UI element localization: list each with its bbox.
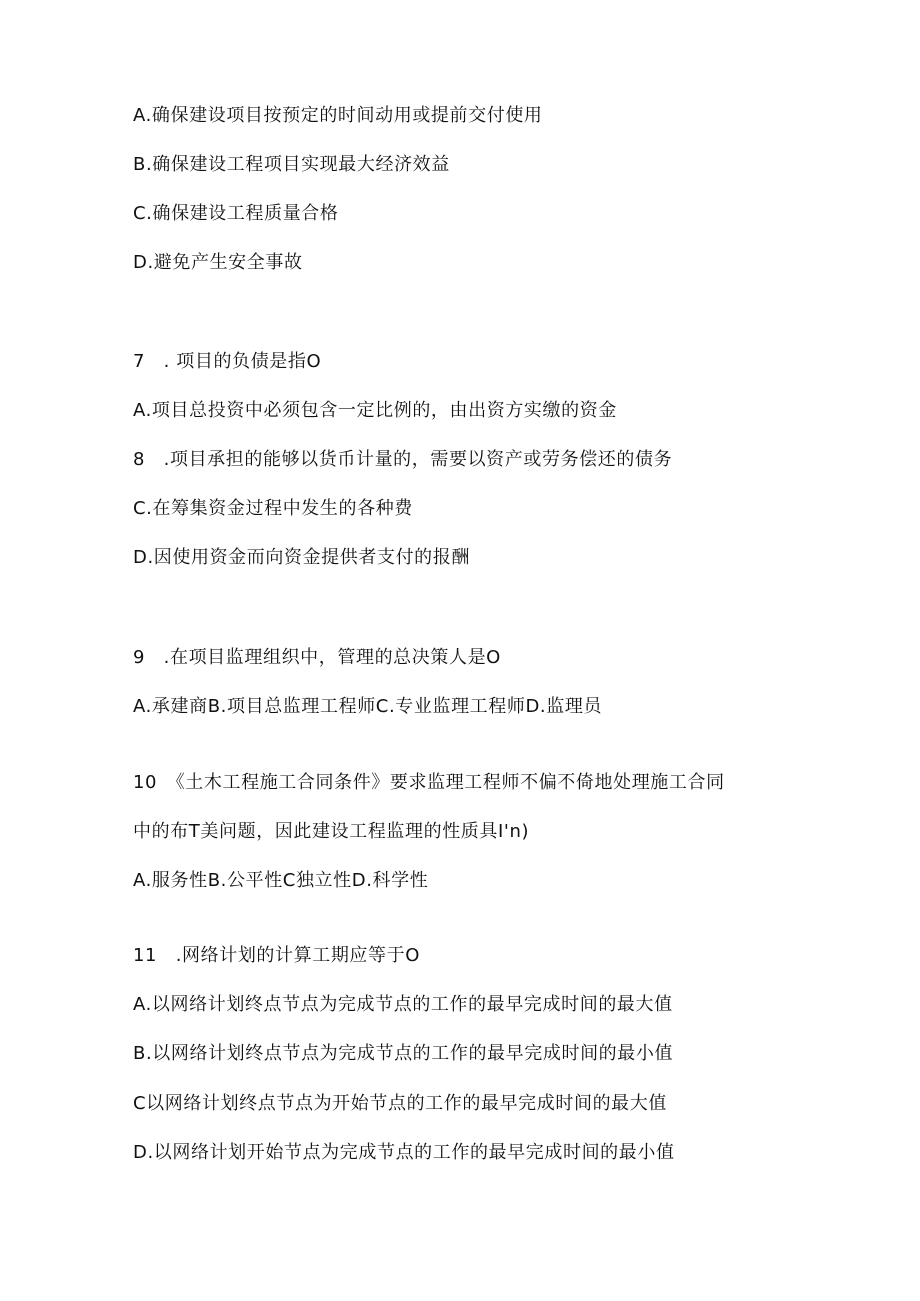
question-8-stem: 8 .项目承担的能够以货币计量的，需要以资产或劳务偿还的债务	[133, 449, 673, 470]
prev-option-d: D.避免产生安全事故	[133, 252, 303, 273]
question-11-option-d: D.以网络计划开始节点为完成节点的工作的最早完成时间的最小值	[133, 1142, 675, 1163]
question-11-stem: 11 .网络计划的计算工期应等于O	[133, 945, 420, 966]
question-9-stem: 9 .在项目监理组织中，管理的总决策人是O	[133, 647, 501, 668]
question-8-option-c: C.在筹集资金过程中发生的各种费	[133, 498, 413, 519]
question-11-option-b: B.以网络计划终点节点为完成节点的工作的最早完成时间的最小值	[133, 1043, 674, 1064]
question-10-stem-line2: 中的布T美问题，因此建设工程监理的性质具I'n)	[133, 821, 530, 842]
question-10-stem-line1: 10 《土木工程施工合同条件》要求监理工程师不偏不倚地处理施工合同	[133, 772, 725, 793]
question-7-stem: 7 . 项目的负债是指O	[133, 351, 322, 372]
question-10-options: A.服务性B.公平性C独立性D.科学性	[133, 870, 429, 891]
prev-option-b: B.确保建设工程项目实现最大经济效益	[133, 154, 450, 175]
question-11-option-c: C以网络计划终点节点为开始节点的工作的最早完成时间的最大值	[133, 1093, 667, 1114]
question-9-options: A.承建商B.项目总监理工程师C.专业监理工程师D.监理员	[133, 696, 603, 717]
question-7-option-a: A.项目总投资中必须包含一定比例的，由出资方实缴的资金	[133, 400, 617, 421]
prev-option-c: C.确保建设工程质量合格	[133, 203, 339, 224]
question-8-option-d: D.因使用资金而向资金提供者支付的报酬	[133, 547, 470, 568]
prev-option-a: A.确保建设项目按预定的时间动用或提前交付使用	[133, 105, 543, 126]
question-11-option-a: A.以网络计划终点节点为完成节点的工作的最早完成时间的最大值	[133, 994, 673, 1015]
